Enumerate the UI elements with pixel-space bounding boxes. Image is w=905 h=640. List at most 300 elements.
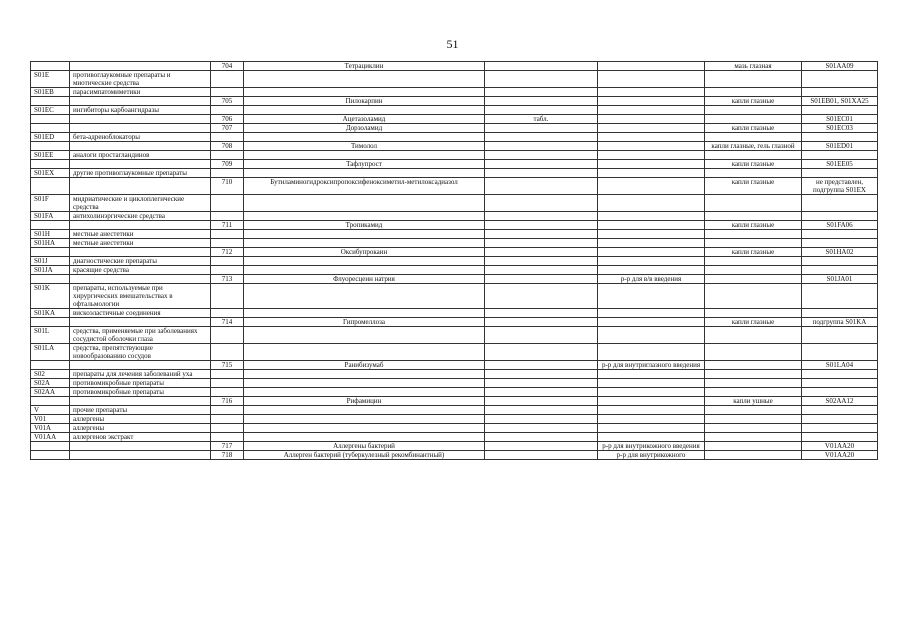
tablet-form-cell — [485, 62, 598, 71]
tablet-form-cell — [485, 266, 598, 275]
atc-code-cell — [802, 388, 878, 397]
group-description-cell: средства, препятствующие новообразованию сосудов — [70, 344, 211, 361]
atc-code-cell — [802, 169, 878, 178]
table-row — [31, 230, 878, 239]
atc-code-cell — [802, 379, 878, 388]
other-form-cell — [705, 151, 802, 160]
atc-group-code-cell — [31, 451, 70, 460]
tablet-form-cell — [485, 344, 598, 361]
tablet-form-cell — [485, 195, 598, 212]
atc-group-code-cell — [31, 97, 70, 106]
atc-code-cell — [802, 424, 878, 433]
solution-form-cell — [598, 415, 705, 424]
atc-group-code-cell — [31, 160, 70, 169]
group-description-cell: препараты, используемые при хирургических вмешательствах в офтальмологии — [70, 284, 211, 309]
atc-group-code-cell — [31, 115, 70, 124]
solution-form-cell — [598, 379, 705, 388]
item-number-cell: 716 — [211, 397, 244, 406]
atc-group-code-cell — [31, 221, 70, 230]
other-form-cell: капли глазные — [705, 248, 802, 257]
atc-code-cell: S01EC03 — [802, 124, 878, 133]
group-description-cell — [70, 160, 211, 169]
item-number-cell — [211, 415, 244, 424]
other-form-cell — [705, 424, 802, 433]
solution-form-cell — [598, 221, 705, 230]
item-number-cell — [211, 309, 244, 318]
group-description-cell — [70, 451, 211, 460]
tablet-form-cell — [485, 327, 598, 344]
atc-code-cell: S01HA02 — [802, 248, 878, 257]
other-form-cell — [705, 309, 802, 318]
drug-name-cell: Оксибупрокаин — [244, 248, 485, 257]
other-form-cell: капли ушные — [705, 397, 802, 406]
atc-code-cell — [802, 266, 878, 275]
group-description-cell — [70, 62, 211, 71]
tablet-form-cell — [485, 88, 598, 97]
group-description-cell: прочие препараты — [70, 406, 211, 415]
group-description-cell: местные анестетики — [70, 230, 211, 239]
table-row — [31, 379, 878, 388]
item-number-cell — [211, 266, 244, 275]
solution-form-cell — [598, 88, 705, 97]
atc-code-cell: S01JA01 — [802, 275, 878, 284]
group-description-cell: аллергены — [70, 424, 211, 433]
tablet-form-cell — [485, 151, 598, 160]
drug-name-cell — [244, 230, 485, 239]
group-description-cell — [70, 318, 211, 327]
item-number-cell — [211, 133, 244, 142]
solution-form-cell — [598, 388, 705, 397]
drug-name-cell — [244, 71, 485, 88]
atc-group-code-cell — [31, 248, 70, 257]
other-form-cell: капли глазные — [705, 221, 802, 230]
table-row — [31, 62, 878, 71]
other-form-cell: мазь глазная — [705, 62, 802, 71]
item-number-cell: 717 — [211, 442, 244, 451]
tablet-form-cell — [485, 239, 598, 248]
drug-name-cell — [244, 195, 485, 212]
solution-form-cell — [598, 115, 705, 124]
drug-name-cell — [244, 151, 485, 160]
tablet-form-cell — [485, 257, 598, 266]
other-form-cell — [705, 327, 802, 344]
atc-code-cell: V01AA20 — [802, 451, 878, 460]
atc-code-cell — [802, 257, 878, 266]
solution-form-cell — [598, 230, 705, 239]
atc-code-cell: V01AA20 — [802, 442, 878, 451]
table-row — [31, 388, 878, 397]
item-number-cell — [211, 344, 244, 361]
group-description-cell: ингибиторы карбоангидразы — [70, 106, 211, 115]
atc-code-cell: S01LA04 — [802, 361, 878, 370]
solution-form-cell — [598, 62, 705, 71]
table-row — [31, 115, 878, 124]
atc-code-cell — [802, 151, 878, 160]
table-row — [31, 195, 878, 212]
item-number-cell — [211, 388, 244, 397]
drug-name-cell — [244, 169, 485, 178]
atc-group-code-cell — [31, 62, 70, 71]
table-row — [31, 415, 878, 424]
tablet-form-cell — [485, 388, 598, 397]
tablet-form-cell — [485, 424, 598, 433]
atc-group-code-cell — [31, 142, 70, 151]
item-number-cell: 704 — [211, 62, 244, 71]
table-row — [31, 266, 878, 275]
atc-code-cell — [802, 71, 878, 88]
group-description-cell: препараты для лечения заболеваний уха — [70, 370, 211, 379]
tablet-form-cell — [485, 160, 598, 169]
solution-form-cell — [598, 133, 705, 142]
solution-form-cell — [598, 327, 705, 344]
other-form-cell — [705, 239, 802, 248]
solution-form-cell: р-р для внутрикожного — [598, 451, 705, 460]
solution-form-cell — [598, 344, 705, 361]
other-form-cell — [705, 71, 802, 88]
atc-group-code-cell: S01EB — [31, 88, 70, 97]
table-row — [31, 344, 878, 361]
other-form-cell — [705, 344, 802, 361]
other-form-cell — [705, 133, 802, 142]
atc-code-cell: S01AA09 — [802, 62, 878, 71]
atc-code-cell: S02AA12 — [802, 397, 878, 406]
drug-name-cell: Аллерген бактерий (туберкулезный рекомбинантный) — [244, 451, 485, 460]
solution-form-cell — [598, 433, 705, 442]
atc-code-cell — [802, 327, 878, 344]
solution-form-cell — [598, 142, 705, 151]
tablet-form-cell — [485, 415, 598, 424]
group-description-cell: аллергенов экстракт — [70, 433, 211, 442]
other-form-cell: капли глазные — [705, 97, 802, 106]
atc-group-code-cell: S01EE — [31, 151, 70, 160]
other-form-cell — [705, 195, 802, 212]
item-number-cell — [211, 71, 244, 88]
atc-group-code-cell — [31, 275, 70, 284]
other-form-cell: капли глазные — [705, 124, 802, 133]
table-row — [31, 451, 878, 460]
other-form-cell — [705, 361, 802, 370]
table-row — [31, 133, 878, 142]
atc-group-code-cell: V01AA — [31, 433, 70, 442]
atc-code-cell: не представлен, подгруппа S01EX — [802, 178, 878, 195]
group-description-cell: бета-адреноблокаторы — [70, 133, 211, 142]
solution-form-cell — [598, 424, 705, 433]
atc-code-cell — [802, 195, 878, 212]
atc-code-cell: S01ED01 — [802, 142, 878, 151]
atc-group-code-cell — [31, 318, 70, 327]
other-form-cell: капли глазные — [705, 160, 802, 169]
atc-group-code-cell — [31, 178, 70, 195]
item-number-cell — [211, 212, 244, 221]
solution-form-cell — [598, 318, 705, 327]
other-form-cell — [705, 212, 802, 221]
item-number-cell: 714 — [211, 318, 244, 327]
drug-name-cell — [244, 239, 485, 248]
table-row — [31, 124, 878, 133]
solution-form-cell: р-р для внутриглазного введения — [598, 361, 705, 370]
tablet-form-cell — [485, 71, 598, 88]
drug-name-cell — [244, 388, 485, 397]
atc-group-code-cell: S01H — [31, 230, 70, 239]
solution-form-cell: р-р для внутрикожного введения — [598, 442, 705, 451]
drug-name-cell — [244, 344, 485, 361]
table-row — [31, 239, 878, 248]
group-description-cell — [70, 115, 211, 124]
table-row — [31, 221, 878, 230]
solution-form-cell — [598, 97, 705, 106]
table-row — [31, 142, 878, 151]
table-row — [31, 361, 878, 370]
drug-name-cell: Ранибизумаб — [244, 361, 485, 370]
drug-name-cell — [244, 415, 485, 424]
other-form-cell — [705, 433, 802, 442]
other-form-cell — [705, 451, 802, 460]
table-row — [31, 309, 878, 318]
solution-form-cell — [598, 406, 705, 415]
table-row — [31, 275, 878, 284]
other-form-cell — [705, 415, 802, 424]
atc-code-cell: S01EB01, S01XA25 — [802, 97, 878, 106]
other-form-cell — [705, 388, 802, 397]
drug-name-cell — [244, 379, 485, 388]
group-description-cell: противоглаукомные препараты и миотические средства — [70, 71, 211, 88]
tablet-form-cell — [485, 221, 598, 230]
item-number-cell: 715 — [211, 361, 244, 370]
solution-form-cell — [598, 151, 705, 160]
atc-group-code-cell: S01L — [31, 327, 70, 344]
table-row — [31, 212, 878, 221]
item-number-cell — [211, 327, 244, 344]
item-number-cell — [211, 239, 244, 248]
tablet-form-cell — [485, 284, 598, 309]
atc-code-cell — [802, 230, 878, 239]
drug-name-cell — [244, 284, 485, 309]
group-description-cell — [70, 221, 211, 230]
item-number-cell: 711 — [211, 221, 244, 230]
other-form-cell — [705, 169, 802, 178]
item-number-cell — [211, 106, 244, 115]
solution-form-cell — [598, 212, 705, 221]
tablet-form-cell — [485, 379, 598, 388]
group-description-cell — [70, 248, 211, 257]
other-form-cell — [705, 284, 802, 309]
item-number-cell — [211, 406, 244, 415]
table-row — [31, 284, 878, 309]
drug-name-cell — [244, 327, 485, 344]
atc-group-code-cell: S01K — [31, 284, 70, 309]
item-number-cell: 713 — [211, 275, 244, 284]
group-description-cell: противомикробные препараты — [70, 388, 211, 397]
table-row — [31, 71, 878, 88]
tablet-form-cell — [485, 230, 598, 239]
item-number-cell — [211, 230, 244, 239]
atc-group-code-cell: S01LA — [31, 344, 70, 361]
drug-name-cell: Флуоресцеин натрия — [244, 275, 485, 284]
atc-group-code-cell: V01A — [31, 424, 70, 433]
group-description-cell: вискоэластичные соединения — [70, 309, 211, 318]
solution-form-cell — [598, 248, 705, 257]
tablet-form-cell — [485, 275, 598, 284]
tablet-form-cell — [485, 133, 598, 142]
group-description-cell: средства, применяемые при заболеваниях сосудистой оболочки глаза — [70, 327, 211, 344]
drug-name-cell — [244, 406, 485, 415]
tablet-form-cell — [485, 433, 598, 442]
atc-code-cell: S01FA06 — [802, 221, 878, 230]
atc-group-code-cell: S01KA — [31, 309, 70, 318]
solution-form-cell — [598, 195, 705, 212]
drug-name-cell: Тетрациклин — [244, 62, 485, 71]
group-description-cell: диагностические препараты — [70, 257, 211, 266]
atc-code-cell — [802, 239, 878, 248]
group-description-cell: антихолинэргические средства — [70, 212, 211, 221]
atc-group-code-cell — [31, 361, 70, 370]
drug-name-cell — [244, 257, 485, 266]
group-description-cell — [70, 442, 211, 451]
drug-name-cell: Ацетазоламид — [244, 115, 485, 124]
atc-group-code-cell: S01EC — [31, 106, 70, 115]
table-row — [31, 151, 878, 160]
group-description-cell: другие противоглаукомные препараты — [70, 169, 211, 178]
group-description-cell: аналоги простагландинов — [70, 151, 211, 160]
other-form-cell — [705, 115, 802, 124]
drug-name-cell — [244, 106, 485, 115]
drug-name-cell: Тимолол — [244, 142, 485, 151]
atc-group-code-cell: V — [31, 406, 70, 415]
other-form-cell — [705, 275, 802, 284]
drug-name-cell — [244, 370, 485, 379]
atc-group-code-cell: S02 — [31, 370, 70, 379]
drug-name-cell: Бутиламиногидроксипропоксифеноксиметил-метилоксадиазол — [244, 178, 485, 195]
other-form-cell — [705, 442, 802, 451]
atc-group-code-cell: S02A — [31, 379, 70, 388]
tablet-form-cell — [485, 124, 598, 133]
tablet-form-cell — [485, 442, 598, 451]
other-form-cell: капли глазные, гель глазной — [705, 142, 802, 151]
atc-group-code-cell — [31, 397, 70, 406]
table-row — [31, 406, 878, 415]
drug-name-cell — [244, 433, 485, 442]
atc-group-code-cell: V01 — [31, 415, 70, 424]
group-description-cell — [70, 361, 211, 370]
item-number-cell: 705 — [211, 97, 244, 106]
atc-code-cell — [802, 309, 878, 318]
group-description-cell: красящие средства — [70, 266, 211, 275]
solution-form-cell — [598, 169, 705, 178]
other-form-cell — [705, 266, 802, 275]
drug-name-cell — [244, 424, 485, 433]
atc-group-code-cell: S01EX — [31, 169, 70, 178]
item-number-cell: 710 — [211, 178, 244, 195]
solution-form-cell — [598, 239, 705, 248]
group-description-cell — [70, 275, 211, 284]
item-number-cell — [211, 424, 244, 433]
other-form-cell — [705, 106, 802, 115]
atc-group-code-cell: S01HA — [31, 239, 70, 248]
solution-form-cell — [598, 284, 705, 309]
table-row — [31, 160, 878, 169]
solution-form-cell — [598, 124, 705, 133]
page-number: 51 — [446, 37, 459, 51]
drug-name-cell: Тафлупрост — [244, 160, 485, 169]
drug-name-cell — [244, 309, 485, 318]
other-form-cell — [705, 88, 802, 97]
item-number-cell — [211, 379, 244, 388]
tablet-form-cell — [485, 309, 598, 318]
solution-form-cell — [598, 397, 705, 406]
atc-group-code-cell: S01JA — [31, 266, 70, 275]
item-number-cell — [211, 370, 244, 379]
atc-code-cell — [802, 406, 878, 415]
table-row — [31, 327, 878, 344]
drug-classification-table — [30, 61, 878, 460]
atc-code-cell — [802, 133, 878, 142]
item-number-cell — [211, 88, 244, 97]
other-form-cell — [705, 230, 802, 239]
table-row — [31, 178, 878, 195]
other-form-cell — [705, 406, 802, 415]
drug-name-cell — [244, 212, 485, 221]
solution-form-cell — [598, 266, 705, 275]
atc-code-cell: S01EE05 — [802, 160, 878, 169]
group-description-cell — [70, 124, 211, 133]
atc-group-code-cell — [31, 442, 70, 451]
solution-form-cell — [598, 178, 705, 195]
other-form-cell: капли глазные — [705, 178, 802, 195]
item-number-cell: 707 — [211, 124, 244, 133]
atc-group-code-cell: S01ED — [31, 133, 70, 142]
item-number-cell: 709 — [211, 160, 244, 169]
table-row — [31, 433, 878, 442]
atc-code-cell — [802, 284, 878, 309]
other-form-cell — [705, 370, 802, 379]
item-number-cell — [211, 433, 244, 442]
other-form-cell: капли глазные — [705, 318, 802, 327]
group-description-cell: мидриатические и циклоплегические средства — [70, 195, 211, 212]
atc-group-code-cell — [31, 124, 70, 133]
group-description-cell: противомикробные препараты — [70, 379, 211, 388]
tablet-form-cell — [485, 106, 598, 115]
solution-form-cell — [598, 71, 705, 88]
other-form-cell — [705, 379, 802, 388]
table-row — [31, 88, 878, 97]
table-row — [31, 397, 878, 406]
solution-form-cell — [598, 257, 705, 266]
solution-form-cell — [598, 160, 705, 169]
tablet-form-cell — [485, 178, 598, 195]
tablet-form-cell — [485, 212, 598, 221]
tablet-form-cell — [485, 169, 598, 178]
table-row — [31, 169, 878, 178]
solution-form-cell — [598, 106, 705, 115]
drug-name-cell: Пилокарпин — [244, 97, 485, 106]
drug-name-cell — [244, 88, 485, 97]
atc-code-cell — [802, 212, 878, 221]
atc-code-cell — [802, 88, 878, 97]
tablet-form-cell — [485, 361, 598, 370]
drug-name-cell: Тропикамид — [244, 221, 485, 230]
item-number-cell — [211, 151, 244, 160]
atc-code-cell — [802, 344, 878, 361]
tablet-form-cell — [485, 406, 598, 415]
tablet-form-cell — [485, 248, 598, 257]
atc-group-code-cell: S01F — [31, 195, 70, 212]
item-number-cell: 712 — [211, 248, 244, 257]
tablet-form-cell — [485, 370, 598, 379]
atc-code-cell: S01EC01 — [802, 115, 878, 124]
group-description-cell: местные анестетики — [70, 239, 211, 248]
group-description-cell — [70, 397, 211, 406]
atc-code-cell: подгруппа S01KA — [802, 318, 878, 327]
